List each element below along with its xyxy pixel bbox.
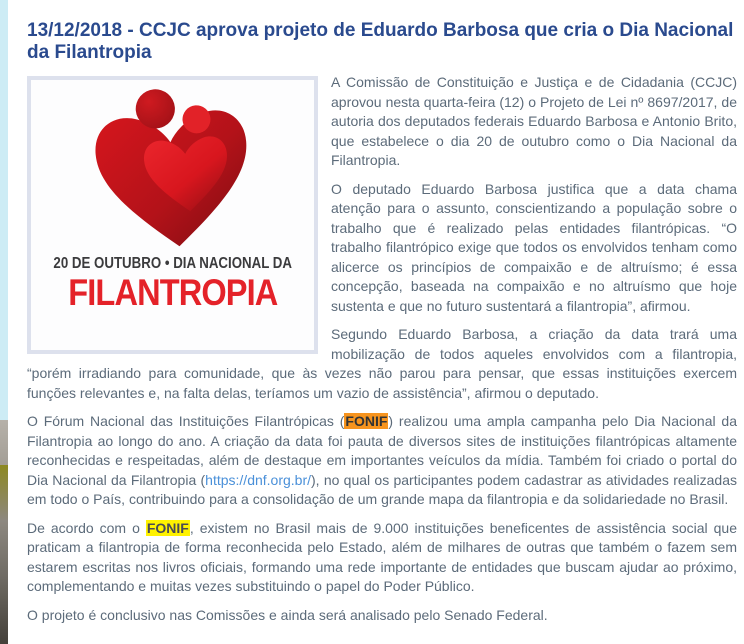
fonif-highlight-orange: FONIF	[345, 413, 388, 429]
article-paragraph-3: Segundo Eduardo Barbosa, a criação da data trará uma mobilização de todos aqueles envolvidos com a filantropia, “porém irradiando para comunidade, que às vezes não parou para pensar, que essas instituições exercem funções relevantes e, na falta delas, teríamos um vazio de assistência”, afirmou o deputado.	[27, 326, 737, 401]
article-paragraph-6: O projeto é conclusivo nas Comissões e ainda será analisado pelo Senado Federal.	[27, 606, 548, 623]
paragraph-4-text-pre: O Fórum Nacional das Instituições Filantrópicas (	[27, 413, 345, 429]
logo-caption-line2: FILANTROPIA	[67, 272, 278, 314]
heart-people-logo-icon	[75, 88, 271, 254]
article-body	[27, 73, 737, 625]
left-edge-strip-bottom-photo	[0, 420, 8, 644]
paragraph-5-text-post: , existem no Brasil mais de 9.000 instituições beneficentes de assistência social que praticam a filantropia de forma reconhecida pelo Estado, além de milhares de outras que também o fazem sem estarem escritas nos livros oficiais, formando uma rede importante de entidades que buscam ajudar ao próximo, complementando e muitas vezes substituindo o papel do Poder Público.	[27, 519, 737, 594]
dnf-portal-link[interactable]: https://dnf.org.br/	[205, 471, 312, 488]
article-content	[27, 20, 737, 625]
article-paragraph-1: A Comissão de Constituição e Justiça e de Cidadania (CCJC) aprovou nesta quarta-feira (12) o Projeto de Lei nº 8697/2017, de autoria dos deputados federais Eduardo Barbosa e Antonio Brito, que estabelece o dia 20 de outubro como o Dia Nacional da Filantropia.	[331, 74, 737, 168]
left-edge-strip-top	[0, 0, 8, 420]
page-title: 13/12/2018 - CCJC aprova projeto de Eduardo Barbosa que cria o Dia Nacional da Filantropia	[27, 20, 734, 63]
article-paragraph-4	[27, 412, 737, 510]
article-paragraph-5	[27, 519, 737, 597]
philanthropy-day-logo-image	[27, 76, 318, 354]
paragraph-5-text-pre: De acordo com o	[27, 519, 146, 536]
logo-caption	[29, 254, 316, 313]
paragraph-4-text-mid: ) realizou uma ampla campanha pelo Dia Nacional da Filantropia ao longo do ano. A criação da data foi pauta de diversos sites de instituições filantrópicas altamente reconhecidas e respeitadas, além de destaque em importantes veículos da mídia. Também foi criado o portal do Dia Nacional da Filantropia (	[27, 413, 737, 488]
article-paragraph-2: O deputado Eduardo Barbosa justifica que a data chama atenção para o assunto, conscientizando a população sobre o trabalho que é realizado pelas entidades filantrópicas. “O trabalho filantrópico exige que todos os envolvidos tenham como alicerce os princípios de compaixão e de altruísmo; é essa concepção, baseada na compaixão e no altruísmo que hoje sustenta e que no futuro sustentará a filantropia”, afirmou.	[331, 180, 737, 314]
logo-caption-line1: 20 DE OUTUBRO • DIA NACIONAL DA	[53, 255, 292, 272]
fonif-highlight-yellow: FONIF	[146, 519, 189, 536]
paragraph-4-text-post: ), no qual os participantes podem cadastrar as atividades realizadas em todo o País, contribuindo para a consolidação de um grande mapa da filantropia e da solidariedade no Brasil.	[27, 471, 738, 507]
